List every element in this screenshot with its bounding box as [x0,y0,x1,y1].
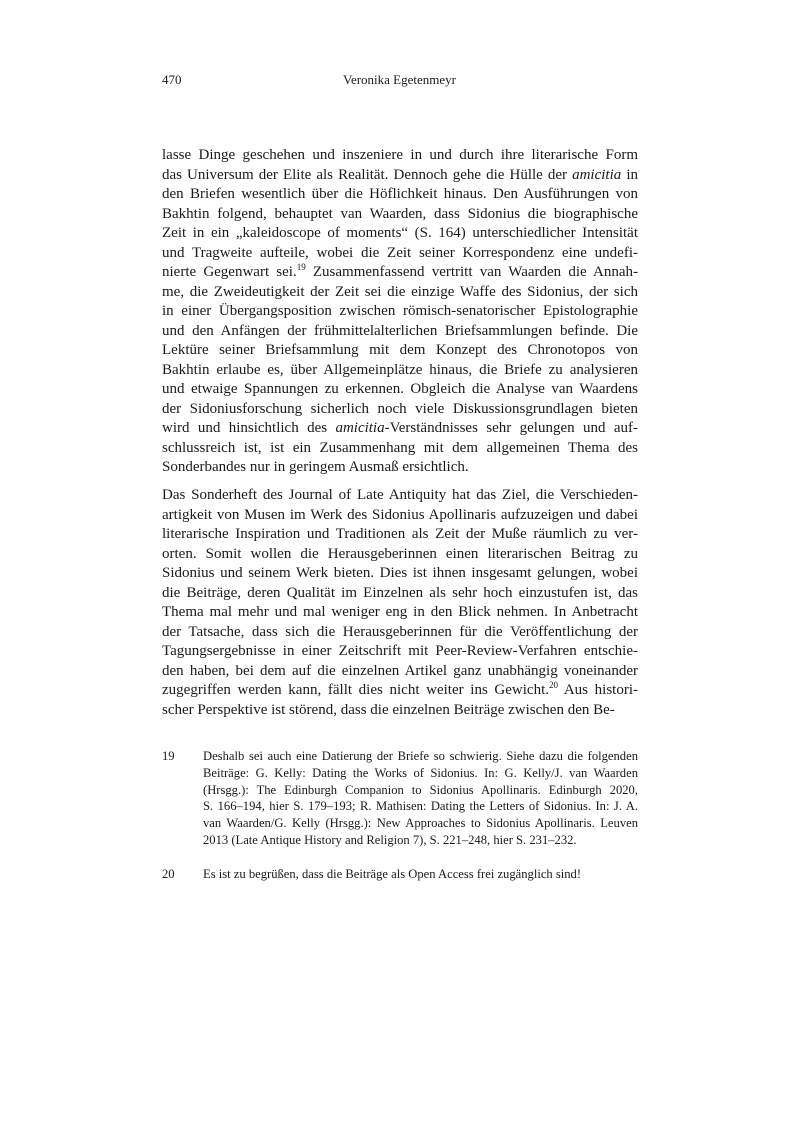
text-segment: literarische Inspiration und Traditionen als Zeit der Muße räumlich zu ver- [162,526,638,542]
text-segment: van Waarden/G. Kelly (Hrsgg.): New Approaches to Sidonius Apollinaris. Leuven [203,816,638,831]
text-line [162,642,638,662]
text-line [162,400,638,420]
text-segment: Bakhtin folgend, behauptet van Waarden, dass Sidonius die biographische [162,205,638,222]
running-head: Veronika Egetenmeyr [343,72,456,87]
text-segment: Lektüre seiner Briefsammlung mit dem Konzept des Chronotopos von [162,342,638,358]
text-line [203,832,638,849]
footnote [162,748,638,849]
text-segment: Bakhtin erlaube es, über Allgemeinplätze hinaus, die Briefe zu analysieren [162,361,638,378]
text-segment: Das Sonderheft des Journal of Late Antiquity hat das Ziel, die Verschieden- [162,487,638,503]
text-segment: orten. Somit wollen die Herausgeberinnen einen literarischen Beitrag zu [162,545,638,562]
text-line [162,341,638,361]
text-line [162,380,638,400]
body-paragraph [162,146,638,478]
text-segment: und Tragweite aufteile, wobei die Zeit seiner Korrespondenz eine undefi- [162,244,638,261]
text-segment: das Universum der Elite als Realität. Dennoch gehe die Hülle der [162,166,573,183]
footnote-reference[interactable]: 20 [549,680,559,690]
text-segment: Deshalb sei auch eine Datierung der Briefe so schwierig. Siehe dazu die folgenden [203,749,638,763]
text-line [162,681,638,701]
text-line [162,458,638,478]
footnote-text [203,748,638,849]
text-segment: den haben, bei dem auf die einzelnen Artikel ganz unabhängig voneinander [162,662,638,679]
text-line [203,815,638,832]
footnote-number: 20 [162,867,175,881]
text-line [162,701,638,721]
text-line [162,244,638,264]
text-line [162,486,638,506]
text-segment: und etwaige Spannungen zu erkennen. Obgleich die Analyse van Waardens [162,381,638,397]
text-line [162,603,638,623]
text-segment: den Briefen wesentlich über die Höflichkeit hinaus. Den Ausführungen von [162,186,638,202]
text-segment: S. 166–194, hier S. 179–193; R. Mathisen: Dating the Letters of Sidonius. In: J. A. [203,799,638,814]
text-segment: scher Perspektive ist störend, dass die einzelnen Beiträge zwischen den Be- [162,701,615,718]
text-line [162,166,638,186]
italic-text: amicitia [572,166,622,183]
text-line [162,224,638,244]
page-number: 470 [162,72,182,87]
text-segment: Sidonius und seinem Werk bieten. Dies ist ihnen insgesamt gelungen, wobei [162,565,638,581]
text-line [162,146,638,166]
text-segment: zugegriffen werden kann, fällt dies nicht weiter ins Gewicht. [162,682,550,698]
text-line [162,506,638,526]
text-line [162,525,638,545]
text-segment: Aus histori- [558,682,638,698]
text-line [162,545,638,565]
text-segment: me, die Zweideutigkeit der Zeit sei die einzige Waffe des Sidonius, der sich [162,283,638,300]
text-segment: Thema mal mehr und mal weniger eng in den Blick nehmen. In Anbetracht [162,604,638,620]
text-line [162,205,638,225]
text-segment: Sonderbandes nur in geringem Ausmaß ersichtlich. [162,459,469,475]
text-segment: Beiträge: G. Kelly: Dating the Works of Sidonius. In: G. Kelly/J. van Waarden [203,765,638,780]
text-line [162,564,638,584]
text-line [203,798,638,815]
footnote-number: 19 [162,749,175,763]
text-segment: artigkeit von Musen im Werk des Sidonius Apollinaris aufzuzeigen und dabei [162,506,638,523]
text-segment: (Hrsgg.): The Edinburgh Companion to Sidonius Apollinaris. Edinburgh 2020, [203,782,638,797]
text-line [162,361,638,381]
text-segment: Tagungsergebnisse in einer Zeitschrift mit Peer-Review-Verfahren entschie- [162,643,638,659]
footnote-reference[interactable]: 19 [296,262,306,272]
text-line [203,866,638,883]
text-segment: Zusammenfassend vertritt van Waarden die Annah- [305,264,639,280]
text-segment: in [621,166,638,183]
text-line [203,748,638,765]
text-line [162,185,638,205]
text-segment: -Verständnisses sehr gelungen und auf- [384,420,638,436]
footnote [162,866,638,883]
text-segment: der Sidoniusforschung sicherlich noch viele Diskussionsgrundlagen bieten [162,400,638,417]
text-segment: lasse Dinge geschehen und inszeniere in und durch ihre literarische Form [162,147,638,163]
footnote-text [203,866,638,883]
text-line [162,302,638,322]
text-line [162,419,638,439]
text-segment: 2013 (Late Antique History and Religion 7), S. 221–248, hier S. 231–232. [203,832,577,847]
text-line [162,322,638,342]
text-line [203,782,638,799]
text-segment: der Tatsache, dass sich die Herausgeberinnen für die Veröffentlichung der [162,623,638,640]
text-line [162,439,638,459]
text-segment: Zeit in ein „kaleidoscope of moments“ (S. 164) unterschiedlicher Intensität [162,225,638,241]
text-line [203,765,638,782]
text-line [162,263,638,283]
text-segment: Es ist zu begrüßen, dass die Beiträge als Open Access frei zugänglich sind! [203,867,582,881]
text-segment: nierte Gegenwart sei. [162,264,297,280]
body-paragraph [162,486,638,720]
text-segment: wird und hinsichtlich des [162,420,336,436]
text-line [162,584,638,604]
text-line [162,283,638,303]
text-line [162,662,638,682]
text-line [162,623,638,643]
text-segment: die Beiträge, deren Qualität im Einzelnen als sehr hoch einzustufen ist, das [162,584,638,601]
text-segment: schlussreich ist, ist ein Zusammenhang mit dem allgemeinen Thema des [162,439,638,456]
text-segment: in einer Übergangsposition zwischen römisch-senatorischer Epistolographie [162,303,638,319]
text-segment: und den Anfängen der frühmittelalterlichen Briefsammlungen befinde. Die [162,322,638,339]
italic-text: amicitia [335,420,385,436]
